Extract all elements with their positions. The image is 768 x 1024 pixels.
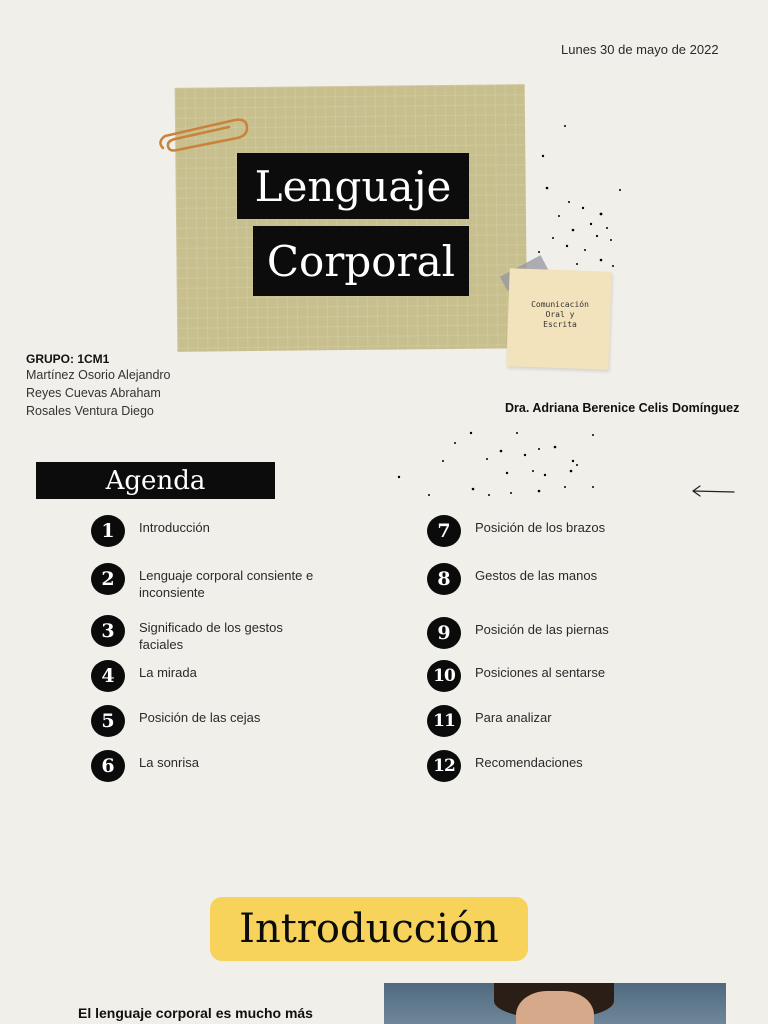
decorative-dots (395, 425, 605, 505)
agenda-item-label: Introducción (139, 520, 210, 535)
agenda-number-badge: 5 (91, 705, 125, 737)
photo-face (516, 991, 594, 1024)
intro-paragraph: El lenguaje corporal es mucho más (78, 1005, 313, 1021)
group-label: GRUPO: 1CM1 (26, 352, 110, 366)
agenda-item-label: Posición de los brazos (475, 520, 606, 535)
agenda-item-label: Gestos de las manos (475, 568, 598, 583)
intro-heading: Introducción (210, 897, 528, 961)
agenda-item (427, 705, 665, 737)
agenda-item-label: Lenguaje corporal consiente e inconsiente (139, 568, 314, 600)
agenda-item (427, 515, 665, 547)
agenda-number-badge: 8 (427, 563, 461, 595)
agenda-item (427, 660, 665, 692)
agenda-item-label: La mirada (139, 665, 197, 680)
agenda-item (91, 563, 329, 601)
agenda-item (91, 705, 329, 737)
members-list (26, 366, 171, 420)
agenda-item-label: Posición de las piernas (475, 622, 609, 637)
agenda-item-label: Posiciones al sentarse (475, 665, 606, 680)
agenda-number-badge: 1 (91, 515, 125, 547)
agenda-item-label: Posición de las cejas (139, 710, 261, 725)
member-name: Martínez Osorio Alejandro (26, 368, 171, 382)
agenda-item (427, 563, 665, 595)
agenda-item (91, 660, 329, 692)
agenda-number-badge: 9 (427, 617, 461, 649)
agenda-number-badge: 6 (91, 750, 125, 782)
agenda-item (91, 515, 329, 547)
left-arrow-icon (690, 484, 736, 498)
title-line-2: Corporal (253, 226, 469, 296)
date-label: Lunes 30 de mayo de 2022 (561, 42, 719, 57)
agenda-number-badge: 2 (91, 563, 125, 595)
agenda-heading: Agenda (36, 462, 275, 499)
agenda-item (91, 750, 329, 782)
title-line-1: Lenguaje (237, 153, 469, 219)
agenda-item (427, 750, 665, 782)
agenda-number-badge: 7 (427, 515, 461, 547)
agenda-number-badge: 10 (427, 660, 461, 692)
agenda-item-label: Recomendaciones (475, 755, 583, 770)
portrait-photo (384, 983, 726, 1024)
agenda-item (91, 615, 329, 653)
agenda-number-badge: 12 (427, 750, 461, 782)
agenda-item (427, 617, 665, 649)
member-name: Rosales Ventura Diego (26, 404, 154, 418)
agenda-item-label: Para analizar (475, 710, 552, 725)
agenda-number-badge: 4 (91, 660, 125, 692)
agenda-item-label: Significado de los gestos faciales (139, 620, 283, 652)
member-name: Reyes Cuevas Abraham (26, 386, 161, 400)
agenda-item-label: La sonrisa (139, 755, 199, 770)
teacher-name: Dra. Adriana Berenice Celis Domínguez (505, 401, 740, 415)
agenda-number-badge: 3 (91, 615, 125, 647)
sticky-note-text: Comunicación Oral y Escrita (531, 300, 589, 329)
agenda-number-badge: 11 (427, 705, 461, 737)
